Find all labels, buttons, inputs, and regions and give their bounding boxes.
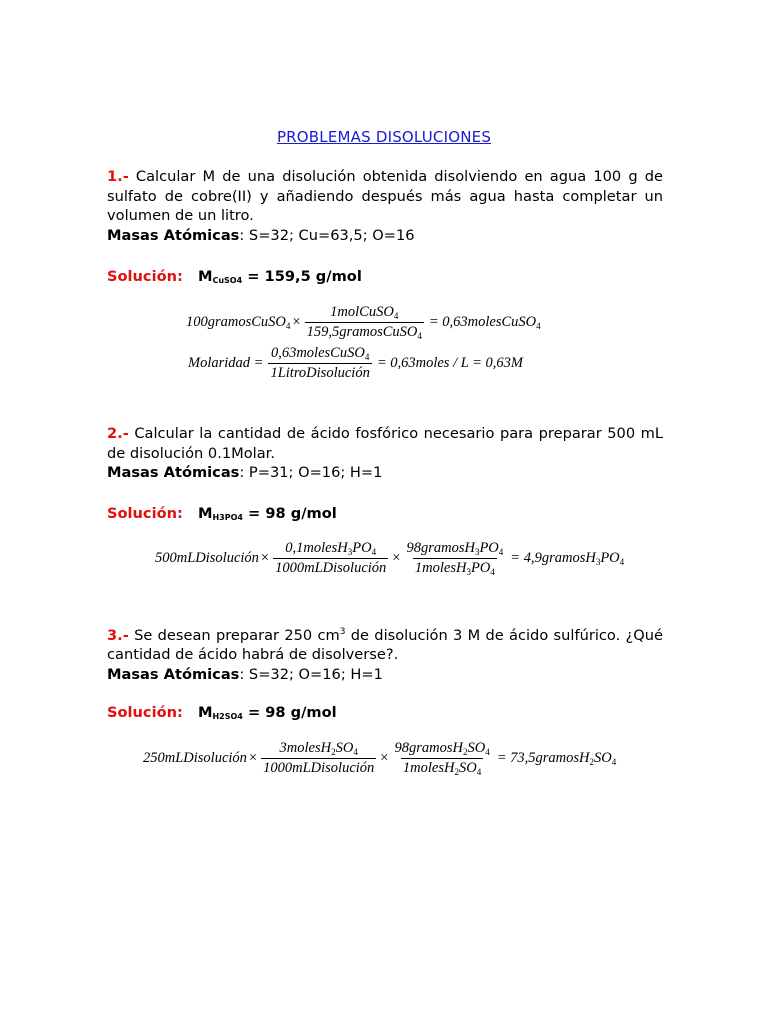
problem-1-masas-values: : S=32; Cu=63,5; O=16 [239,226,415,244]
problem-3-text: Se desean preparar 250 $cm^3$ de disolución 3 M de ácido sulfúrico. ¿Qué cantidad de ácido habrá de disolverse?. [107,626,664,664]
p2-fraction-1 [273,540,388,577]
p3-eq-rhs: = $73,5gramosH_2SO_4$ [496,750,617,767]
problem-3-masas-label: Masas Atómicas [107,665,240,683]
problem-1-text: Calcular M de una disolución obtenida disolviendo en agua 100 g de sulfato de cobre(II) y añadiendo después más agua hasta completar un volumen de un litro. [107,168,663,224]
problem-1-solution-line [107,266,362,285]
eq2-lhs: Molaridad = [188,355,264,371]
problem-3-statement [107,623,663,684]
problem-1-solution-label: Solución: [107,268,183,285]
eq1-denominator: 159,5gramosCuSO$_4$ [306,324,422,341]
problem-2-solution-line [107,503,337,522]
p2-f2-denominator: $1molesH_3PO_4$ [414,560,495,577]
eq1-lhs: 100gramosCuSO$_4$ [186,314,291,331]
p3-f2-numerator: $98gramosH_2SO_4$ [394,740,490,757]
eq1-numerator: 1molCuSO$_4$ [330,304,399,321]
times-symbol: × [380,750,389,766]
times-symbol: × [292,314,301,330]
eq2-numerator: 0,63molesCuSO$_4$ [270,345,370,362]
eq2-rhs: = 0,63moles / L = 0,63M [376,355,524,371]
problem-2-masas-label: Masas Atómicas [107,464,240,481]
problem-1-number: 1.- [107,168,129,185]
eq2-fraction [268,345,371,382]
times-symbol: × [392,550,401,566]
p2-f2-numerator: $98gramosH_3PO_4$ [406,540,504,557]
problem-2-molar-mass: $M_{H3PO4} = 98$ g/mol [197,505,337,522]
problem-1-masas-label: Masas Atómicas [107,226,240,244]
problem-3-molar-mass: $M_{H2SO4} = 98$ g/mol [197,704,337,721]
times-symbol: × [248,750,258,766]
p3-f1-denominator: 1000mLDisolución [263,760,375,776]
p2-f1-numerator: $0,1molesH_3PO_4$ [285,540,377,557]
p2-eq-lhs: 500mLDisolución [155,550,259,566]
p2-f1-denominator: 1000mLDisolución [275,560,387,576]
p2-fraction-2 [404,540,505,577]
p3-f1-numerator: $3molesH_2SO_4$ [279,740,358,757]
problem-2-solution-label: Solución: [107,505,183,522]
p2-eq-rhs: = $4,9gramosH_3PO_4$ [510,550,625,567]
problem-1-equation-1 [186,304,541,341]
problem-1-statement [107,167,663,245]
problem-3-equation [143,740,616,777]
problem-3-solution-line [107,702,337,721]
eq2-denominator: 1LitroDisolución [270,365,370,381]
p3-fraction-2 [392,740,491,777]
problem-2-text: Calcular la cantidad de ácido fosfórico necesario para preparar 500 mL de disolución 0.1Molar. [107,425,663,462]
p3-fraction-1 [261,740,376,777]
eq1-fraction [305,304,424,341]
times-symbol: × [260,550,270,566]
page-title: PROBLEMAS DISOLUCIONES [276,128,492,146]
problem-2-masas-values: : P=31; O=16; H=1 [239,464,383,481]
problem-2-number: 2.- [107,425,129,442]
problem-2-statement [107,424,663,483]
problem-3-solution-label: Solución: [107,704,183,721]
p3-f2-denominator: $1molesH_2SO_4$ [402,760,482,777]
p3-eq-lhs: 250mLDisolución [143,750,247,766]
problem-2-equation [155,540,624,577]
problem-3-number: 3.- [107,626,129,644]
problem-3-masas-values: : S=32; O=16; H=1 [239,665,383,683]
eq1-rhs: = 0,63molesCuSO$_4$ [428,314,541,331]
problem-1-equation-2 [188,345,523,382]
problem-1-molar-mass: $M_{CuSO4} = 159,5$ g/mol [197,268,362,285]
